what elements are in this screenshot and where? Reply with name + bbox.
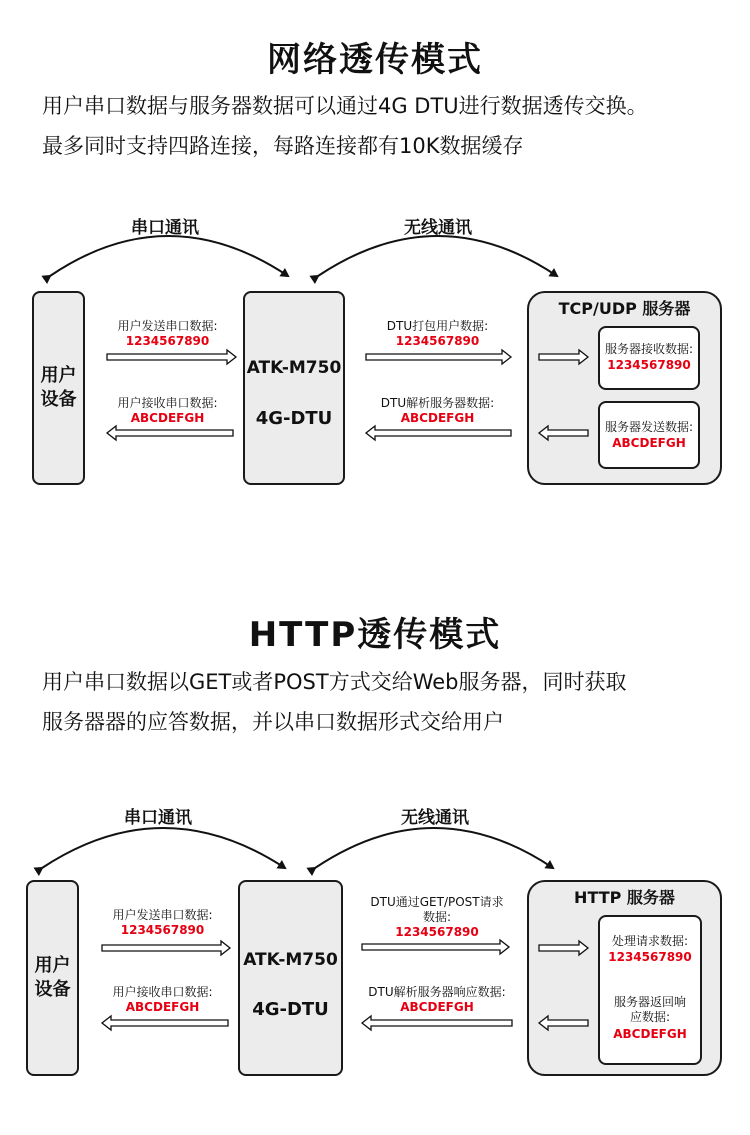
section2-serial-label: 串口通讯 <box>124 808 192 828</box>
section1-server-recv-label: 服务器接收数据: <box>604 342 694 356</box>
section2-wireless-curve <box>315 828 553 868</box>
section2-user-recv-value: ABCDEFGH <box>125 1000 200 1014</box>
section2-wireless-label: 无线通讯 <box>401 808 469 828</box>
section1-user-recv-label: 用户接收串口数据: <box>117 396 218 410</box>
section2-title: HTTP透传模式 <box>248 615 502 655</box>
section1-wireless-label: 无线通讯 <box>404 218 472 238</box>
section1-desc-line1: 用户串口数据与服务器数据可以通过4G DTU进行数据透传交换。 <box>42 94 648 118</box>
section2-serial-curve <box>42 828 285 868</box>
section2-arrow-user-to-dtu <box>102 941 230 955</box>
section2-user-recv-label: 用户接收串口数据: <box>112 985 213 999</box>
section1-title: 网络透传模式 <box>267 40 483 80</box>
section2-dtu-request-label: DTU通过GET/POST请求 数据: <box>370 895 504 924</box>
section2-dtu-request-value: 1234567890 <box>395 925 479 939</box>
section2-server-process-label: 处理请求数据: <box>611 934 689 948</box>
section2-user-device-label: 用户 设备 <box>34 955 71 1000</box>
section1-user-recv-value: ABCDEFGH <box>130 411 205 425</box>
section1-dtu-type: 4G-DTU <box>255 408 333 429</box>
section1-serial-curve <box>50 236 288 276</box>
section1-server-send-value: ABCDEFGH <box>612 436 686 450</box>
section2-dtu-model: ATK-M750 <box>243 950 338 970</box>
section1-arrow-from-server-send <box>539 426 588 440</box>
section2-server-process-value: 1234567890 <box>608 950 692 964</box>
section2-desc-line2: 服务器器的应答数据，并以串口数据形式交给用户 <box>42 710 504 734</box>
section1-desc-line2: 最多同时支持四路连接，每路连接都有10K数据缓存 <box>42 134 524 158</box>
section1-dtu-model: ATK-M750 <box>246 358 342 378</box>
section2-server-reply-value: ABCDEFGH <box>613 1027 687 1041</box>
section2-arrow-dtu-to-user <box>102 1016 228 1030</box>
section1-user-device-label: 用户 设备 <box>40 365 77 410</box>
section2-arrow-dtu-to-server <box>362 940 509 954</box>
section2-dtu-type: 4G-DTU <box>252 999 329 1020</box>
section1-wireless-curve <box>318 236 557 276</box>
section1-arrow-into-server-recv <box>539 350 588 364</box>
section2-user-send-label: 用户发送串口数据: <box>112 908 213 922</box>
section1-dtu-parse-label: DTU解析服务器数据: <box>380 396 495 410</box>
section1-server-title: TCP/UDP 服务器 <box>558 299 691 318</box>
section2-server-reply-label: 服务器返回响 应数据: <box>613 995 686 1024</box>
section1-user-send-value: 1234567890 <box>125 334 210 348</box>
section2-arrow-into-server <box>539 941 588 955</box>
section2-arrow-server-to-dtu <box>362 1016 512 1030</box>
section1-arrow-dtu-to-server <box>366 350 511 364</box>
section2-arrow-from-server <box>539 1016 588 1030</box>
section1-user-send-label: 用户发送串口数据: <box>117 319 218 333</box>
section1-arrow-server-to-dtu <box>366 426 511 440</box>
section2-user-send-value: 1234567890 <box>120 923 205 937</box>
section2-dtu-parse-label: DTU解析服务器响应数据: <box>368 985 506 999</box>
section1-arrow-user-to-dtu <box>107 350 236 364</box>
section2-dtu-parse-value: ABCDEFGH <box>400 1000 474 1014</box>
section1-server-recv-value: 1234567890 <box>607 358 691 372</box>
section1-dtu-pack-label: DTU打包用户数据: <box>386 319 489 333</box>
section1-dtu-pack-value: 1234567890 <box>395 334 480 348</box>
section1-dtu-parse-value: ABCDEFGH <box>400 411 475 425</box>
section1-arrow-dtu-to-user <box>107 426 233 440</box>
section1-server-send-label: 服务器发送数据: <box>604 420 694 434</box>
section2-server-title: HTTP 服务器 <box>574 888 675 907</box>
section2-desc-line1: 用户串口数据以GET或者POST方式交给Web服务器，同时获取 <box>42 670 627 694</box>
section1-serial-label: 串口通讯 <box>131 218 199 238</box>
